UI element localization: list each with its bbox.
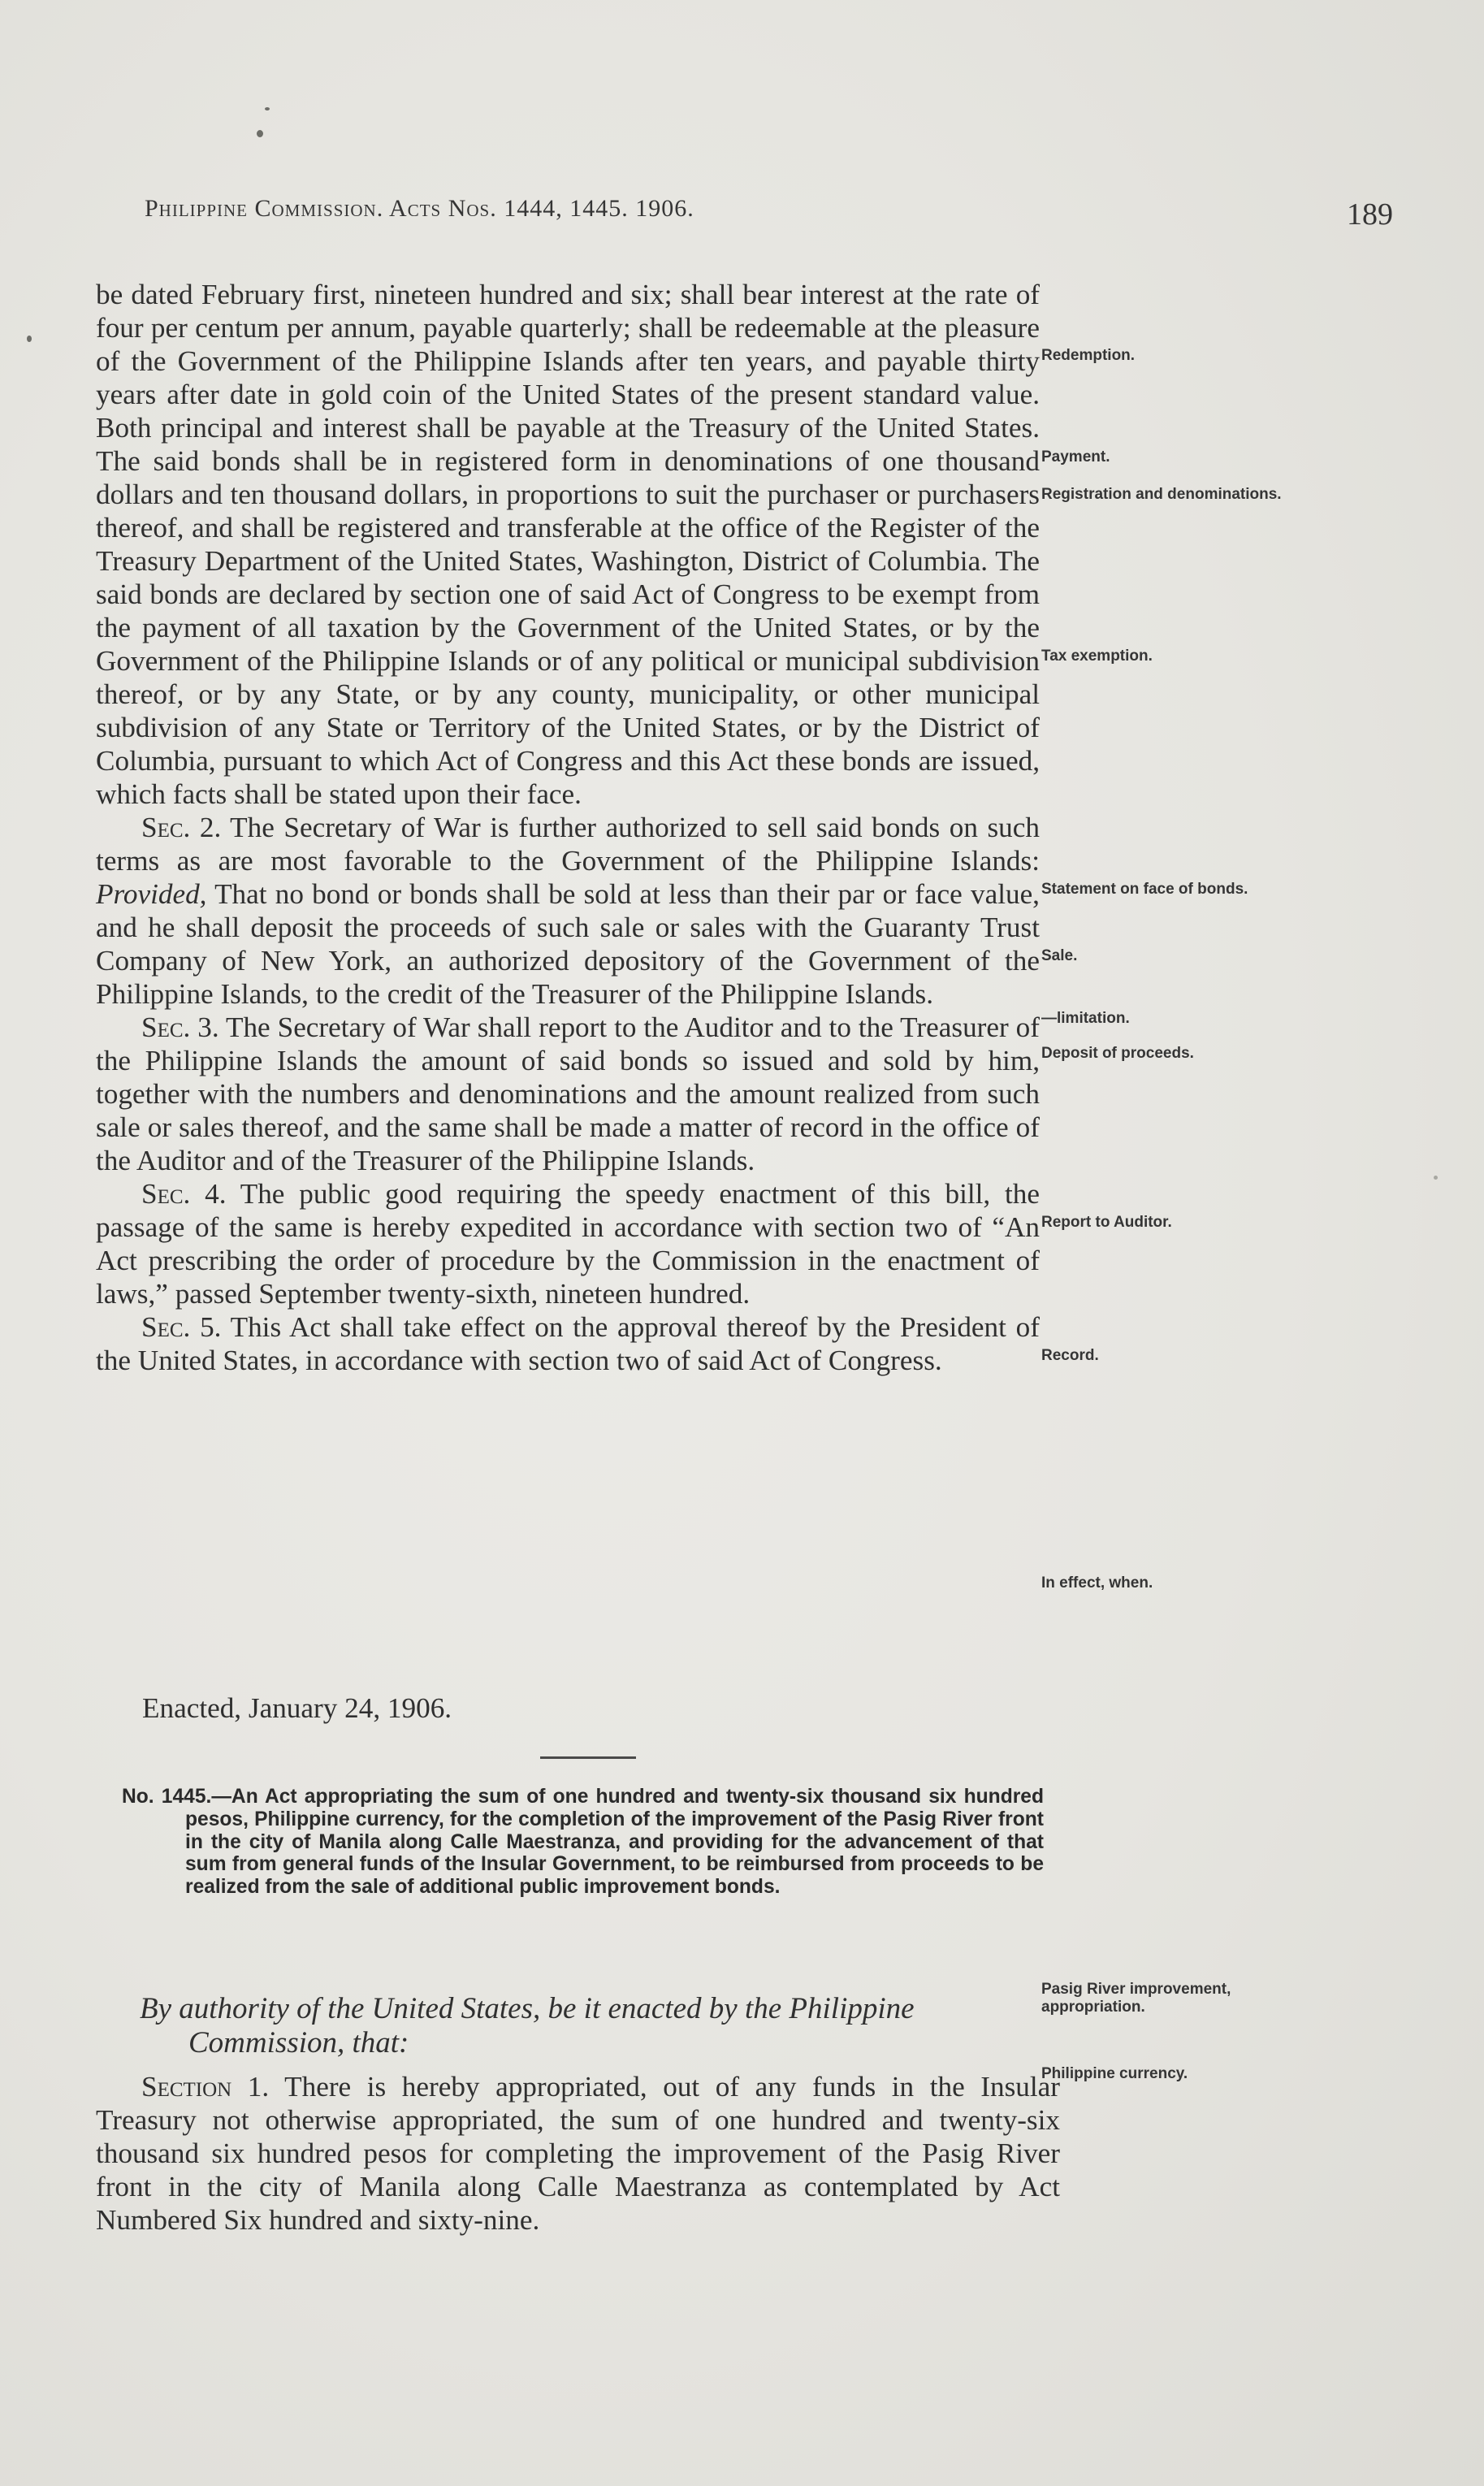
scan-speck bbox=[1434, 1176, 1438, 1180]
section-3 bbox=[96, 1011, 1040, 1177]
scan-speck bbox=[27, 336, 32, 342]
margin-note-registration: Registration and denominations. bbox=[1041, 486, 1282, 503]
margin-note-in-effect: In effect, when. bbox=[1041, 1574, 1153, 1592]
section-label: Sec. 2. bbox=[141, 812, 222, 843]
running-title: Philippine Commission. Acts Nos. 1444, 1445. 1906. bbox=[145, 195, 694, 222]
margin-note-record: Record. bbox=[1041, 1347, 1099, 1364]
scan-speck bbox=[265, 107, 270, 110]
enacted-date: Enacted, January 24, 1906. bbox=[142, 1692, 452, 1724]
section-label: Sec. 3. bbox=[141, 1011, 219, 1043]
margin-note-pasig: Pasig River improvement, appropriation. bbox=[1041, 1981, 1231, 2016]
section-label: Section 1. bbox=[141, 2071, 270, 2103]
margin-note-statement: Statement on face of bonds. bbox=[1041, 881, 1248, 898]
section-2 bbox=[96, 811, 1040, 1011]
section-text: This Act shall take effect on the approval thereof by the President of the United States, in accordance with section two of said Act of Congress. bbox=[96, 1311, 1040, 1376]
margin-note-currency: Philippine currency. bbox=[1041, 2065, 1188, 2082]
running-head bbox=[145, 195, 694, 223]
act-1445-heading bbox=[122, 1786, 1044, 1899]
act-1445-section-1 bbox=[96, 2070, 1060, 2237]
section-text: There is hereby appropriated, out of any funds in the Insular Treasury not otherwise appropriated, the sum of one hundred and twenty-six thousand six hundred pesos for completing the improvement of the Pasig River front in the city of Manila along Calle Maestranza as contemplated by Act Numbered Six hundred and sixty-nine. bbox=[96, 2071, 1060, 2236]
section-1 bbox=[96, 2070, 1060, 2237]
margin-note-report: Report to Auditor. bbox=[1041, 1214, 1172, 1231]
margin-note-tax-exemption: Tax exemption. bbox=[1041, 647, 1153, 665]
act-title: No. 1445.—An Act appropriating the sum of one hundred and twenty-six thousand six hundred pesos, Philippine currency, for the completion of the improvement of the Pasig River front in the city of Manila along Calle Maestranza, and providing for the advancement of that sum from general funds of the Insular Government, to be reimbursed from proceeds to be realized from the sale of additional public improvement bonds. bbox=[122, 1786, 1044, 1899]
enacting-clause bbox=[140, 1992, 1058, 2060]
provided-clause: Provided, bbox=[96, 878, 207, 910]
page-number: 189 bbox=[1347, 197, 1393, 232]
section-4 bbox=[96, 1177, 1040, 1310]
section-text: The Secretary of War is further authorized to sell said bonds on such terms as are most favorable to the Government of the Philippine Islands: bbox=[96, 812, 1040, 877]
section-label: Sec. 5. bbox=[141, 1311, 222, 1343]
margin-note-payment: Payment. bbox=[1041, 448, 1110, 466]
act-1444-body bbox=[96, 278, 1040, 1377]
section-divider bbox=[540, 1756, 636, 1759]
section-text: The Secretary of War shall report to the Auditor and to the Treasurer of the Philippine Islands the amount of said bonds so issued and sold by him, together with the numbers and denominations and the amount realized from such sale or sales thereof, and the same shall be made a matter of record in the office of the Auditor and of the Treasurer of the Philippine Islands. bbox=[96, 1011, 1040, 1176]
section-label: Sec. 4. bbox=[141, 1178, 227, 1210]
section-text: That no bond or bonds shall be sold at less than their par or face value, and he shall deposit the proceeds of such sale or sales with the Guaranty Trust Company of New York, an authorized depository of the Government of the Philippine Islands, to the credit of the Treasurer of the Philippine Islands. bbox=[96, 878, 1040, 1010]
margin-note-limitation: —limitation. bbox=[1041, 1010, 1130, 1027]
enacting-line: Commission, that: bbox=[188, 2026, 409, 2059]
margin-note-deposit: Deposit of proceeds. bbox=[1041, 1045, 1194, 1062]
enacting-line: By authority of the United States, be it enacted by the Philippine bbox=[140, 1992, 915, 2025]
paragraph-bond-terms: be dated February first, nineteen hundred and six; shall bear interest at the rate of four per centum per annum, payable quarterly; shall be redeemable at the pleasure of the Government of the Philippine Islands after ten years, and payable thirty years after date in gold coin of the United States of the present standard value. Both principal and interest shall be payable at the Treasury of the United States. The said bonds shall be in registered form in denominations of one thousand dollars and ten thousand dollars, in proportions to suit the purchaser or purchasers thereof, and shall be registered and transferable at the office of the Register of the Treasury Department of the United States, Washington, District of Columbia. The said bonds are declared by section one of said Act of Congress to be exempt from the payment of all taxation by the Government of the United States, or by the Government of the Philippine Islands or of any political or municipal subdivision thereof, or by any State, or by any county, municipality, or other municipal subdivision of any State or Territory of the United States, or by the District of Columbia, pursuant to which Act of Congress and this Act these bonds are issued, which facts shall be stated upon their face. bbox=[96, 279, 1040, 810]
margin-note-redemption: Redemption. bbox=[1041, 347, 1136, 364]
section-5 bbox=[96, 1310, 1040, 1377]
scan-speck bbox=[257, 130, 263, 137]
section-text: The public good requiring the speedy enactment of this bill, the passage of the same is hereby expedited in accordance with section two of “An Act prescribing the order of procedure by the Commission in the enactment of laws,” passed September twenty-sixth, nineteen hundred. bbox=[96, 1178, 1041, 1310]
margin-note-sale: Sale. bbox=[1041, 947, 1078, 964]
